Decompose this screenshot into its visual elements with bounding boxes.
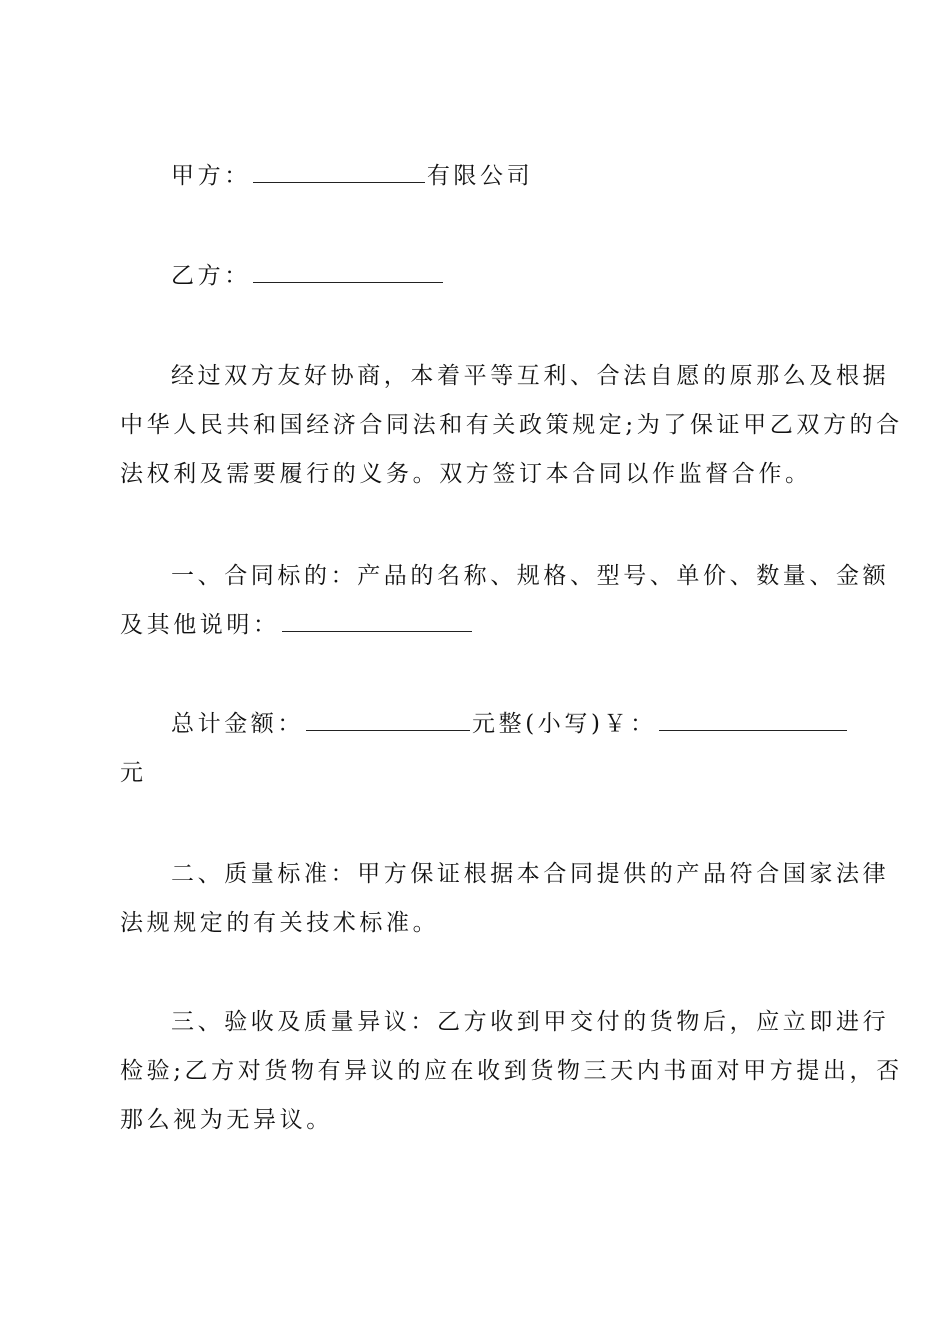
- total-amount-label: 总计金额：: [171, 711, 304, 737]
- clause-1-line-2: [120, 601, 832, 650]
- total-amount-middle: 元整(小写)￥：: [472, 711, 657, 737]
- preamble-line-1: 经过双方友好协商，本着平等互利、合法自愿的原那么及根据: [171, 363, 890, 389]
- party-a-label: 甲方：: [171, 163, 251, 189]
- total-amount-line-1: [120, 700, 832, 749]
- preamble-line-3: 法权利及需要履行的义务。双方签订本合同以作监督合作。: [120, 461, 812, 487]
- preamble-line-2: 中华人民共和国经济合同法和有关政策规定;为了保证甲乙双方的合: [120, 412, 903, 438]
- clause-3-paragraph: [120, 998, 903, 1145]
- total-amount-paragraph: [120, 700, 832, 798]
- total-amount-end: 元: [120, 760, 147, 786]
- total-amount-upper-blank: [306, 712, 470, 731]
- party-a-suffix: 有限公司: [426, 163, 534, 189]
- clause-2-line-1: 二、质量标准：甲方保证根据本合同提供的产品符合国家法律: [171, 861, 890, 887]
- clause-3-line-1: 三、验收及质量异议：乙方收到甲交付的货物后，应立即进行: [171, 1009, 890, 1035]
- party-b-blank: [253, 264, 443, 283]
- clause-3-line-3: 那么视为无异议。: [120, 1107, 333, 1133]
- clause-2-paragraph: [120, 850, 890, 948]
- clause-1-other-label: 及其他说明：: [120, 612, 280, 638]
- clause-1-blank: [282, 613, 472, 632]
- clause-3-line-2: 检验;乙方对货物有异议的应在收到货物三天内书面对甲方提出，否: [120, 1058, 903, 1084]
- party-b-label: 乙方：: [171, 263, 251, 289]
- party-a-line: [120, 152, 832, 201]
- clause-2-line-2: 法规规定的有关技术标准。: [120, 910, 440, 936]
- party-a-blank: [253, 164, 425, 183]
- party-b-line: [120, 252, 832, 301]
- preamble-paragraph: [120, 352, 903, 499]
- clause-1-line-1: 一、合同标的：产品的名称、规格、型号、单价、数量、金额: [171, 563, 890, 589]
- clause-1-paragraph: [120, 552, 890, 650]
- total-amount-lower-blank: [659, 712, 847, 731]
